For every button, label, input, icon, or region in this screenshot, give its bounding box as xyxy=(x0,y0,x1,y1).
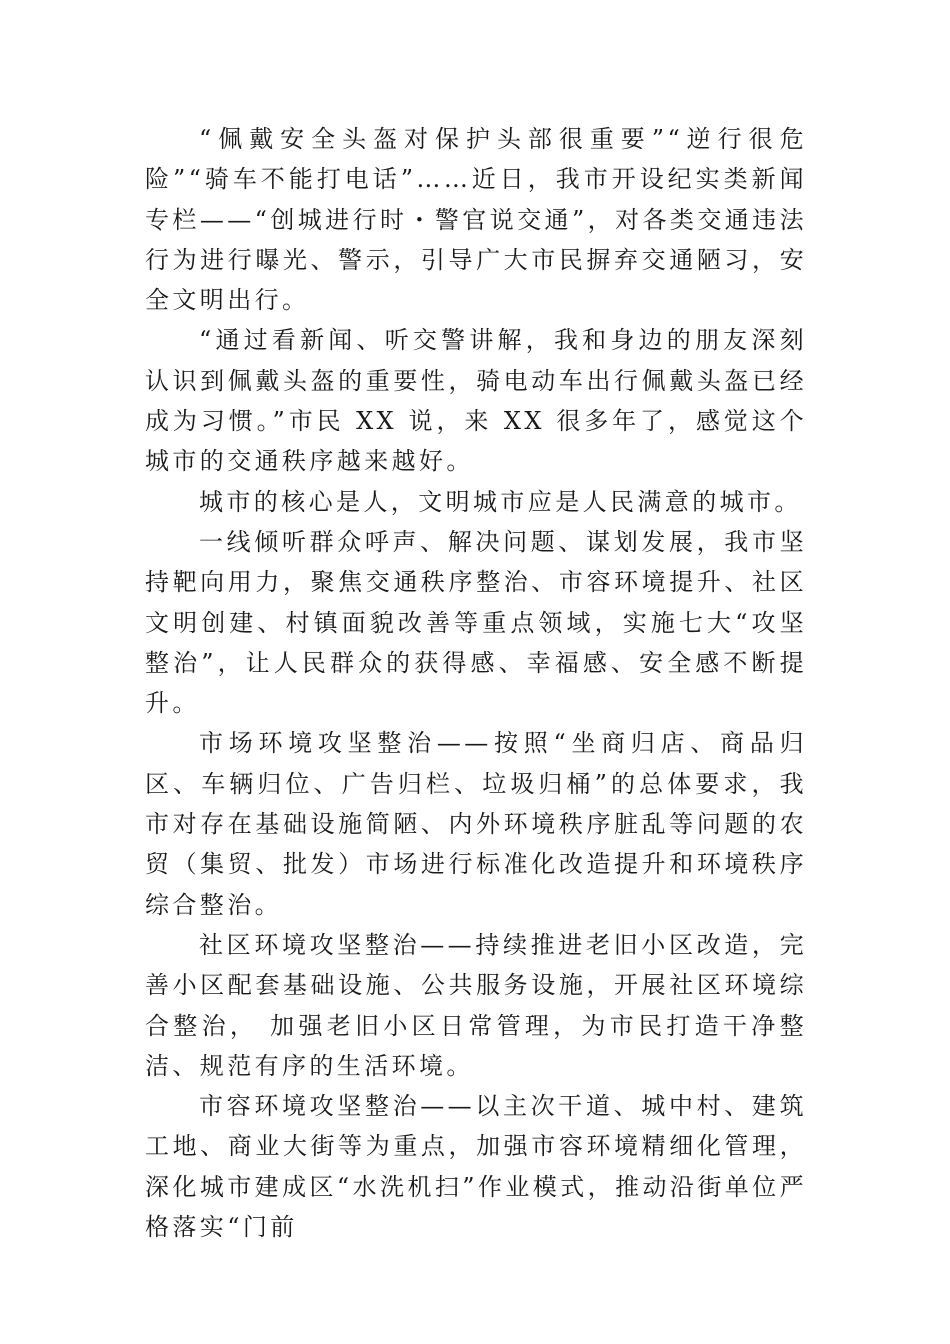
paragraph-city-appearance: 市容环境攻坚整治——以主次干道、城中村、建筑工地、商业大街等为重点，加强市容环境精细化管理，深化城市建成区“水洗机扫”作业模式，推动沿街单位严格落实“门前 xyxy=(145,1092,807,1242)
document-body xyxy=(145,119,807,1247)
paragraph-market-environment: 市场环境攻坚整治——按照“坐商归店、商品归区、车辆归位、广告归栏、垃圾归桶”的总体要求，我市对存在基础设施简陋、内外环境秩序脏乱等问题的农贸（集贸、批发）市场进行标准化改造提升和环境秩序综合整治。 xyxy=(145,729,807,919)
paragraph-citizen-quote: “通过看新闻、听交警讲解，我和身边的朋友深刻认识到佩戴头盔的重要性，骑电动车出行佩戴头盔已经成为习惯。”市民 XX 说，来 XX 很多年了，感觉这个城市的交通秩序越来越好。 xyxy=(145,326,807,476)
paragraph-community-environment: 社区环境攻坚整治——持续推进老旧小区改造，完善小区配套基础设施、公共服务设施，开展社区环境综合整治， 加强老旧小区日常管理，为市民打造干净整洁、规范有序的生活环境。 xyxy=(145,930,807,1080)
paragraph-traffic-column: “佩戴安全头盔对保护头部很重要”“逆行很危险”“骑车不能打电话”……近日，我市开设纪实类新闻专栏——“创城进行时・警官说交通”，对各类交通违法行为进行曝光、警示，引导广大市民摒弃交通陋习，安全文明出行。 xyxy=(145,125,807,315)
paragraph-seven-campaigns: 一线倾听群众呼声、解决问题、谋划发展，我市坚持靶向用力，聚焦交通秩序整治、市容环境提升、社区文明创建、村镇面貌改善等重点领域，实施七大“攻坚整治”，让人民群众的获得感、幸福感、安全感不断提升。 xyxy=(145,527,807,718)
paragraph-city-core: 城市的核心是人，文明城市应是人民满意的城市。 xyxy=(199,487,802,516)
